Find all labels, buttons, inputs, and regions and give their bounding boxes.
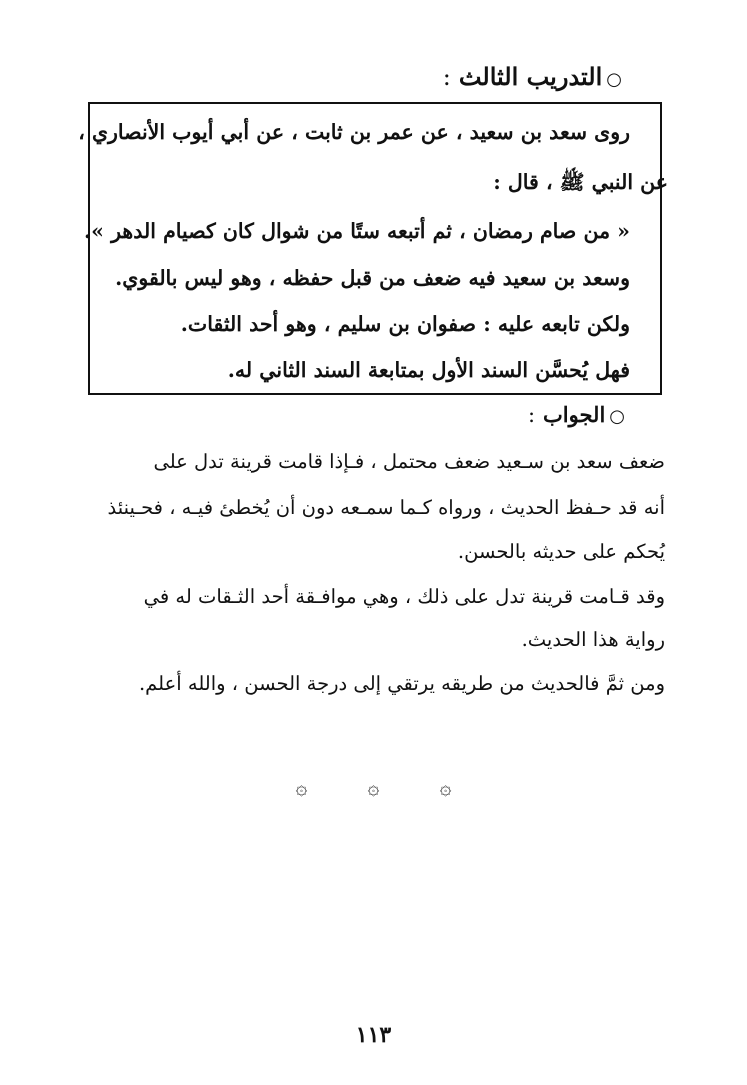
- ornament-icon: ۞: [367, 775, 380, 799]
- answer-line-6: ومن ثمَّ فالحديث من طريقه يرتقي إلى درجة الحسن ، والله أعلم.: [138, 672, 665, 695]
- question-box: [78, 102, 668, 395]
- answer-colon: :: [527, 403, 536, 427]
- box-line-4: وسعد بن سعيد فيه ضعف من قبل حفظه ، وهو ليس بالقوي.: [115, 266, 630, 290]
- answer-line-2: أنه قد حـفظ الحديث ، ورواه كـما سمـعه دون أن يُخطئ فيـه ، فحـينئذ: [107, 496, 665, 519]
- box-line-5: ولكن تابعه عليه : صفوان بن سليم ، وهو أحد الثقات.: [180, 312, 630, 336]
- heading-colon: :: [442, 63, 451, 91]
- answer-line-3: يُحكم على حديثه بالحسن.: [457, 540, 665, 563]
- exercise-heading: [443, 62, 622, 91]
- ornament-icon: ۞: [295, 775, 308, 799]
- heading-bullet: ○: [606, 69, 622, 90]
- answer-line-4: وقد قـامت قرينة تدل على ذلك ، وهي موافـقة أحد الثـقات له في: [143, 585, 665, 608]
- box-line-1: روى سعد بن سعيد ، عن عمر بن ثابت ، عن أبي أيوب الأنصاري ،: [78, 120, 630, 144]
- answer-heading: [528, 402, 625, 427]
- box-line-2: عن النبي ﷺ ، قال :: [493, 170, 668, 194]
- answer-line-5: رواية هذا الحديث.: [521, 628, 665, 651]
- heading-title: التدريب الثالث: [458, 62, 603, 91]
- answer-line-1: ضعف سعد بن سـعيد ضعف محتمل ، فـإذا قامت قرينة تدل على: [153, 450, 665, 473]
- ornament-icon: ۞: [439, 775, 452, 799]
- ornament-row: [0, 775, 747, 799]
- page-number: ١١٣: [355, 1022, 392, 1048]
- answer-title: الجواب: [543, 402, 606, 427]
- box-line-3: « من صام رمضان ، ثم أتبعه ستًا من شوال كان كصيام الدهر ».: [84, 219, 630, 243]
- box-line-6: فهل يُحسَّن السند الأول بمتابعة السند الثاني له.: [227, 358, 630, 382]
- answer-bullet: ○: [609, 406, 625, 427]
